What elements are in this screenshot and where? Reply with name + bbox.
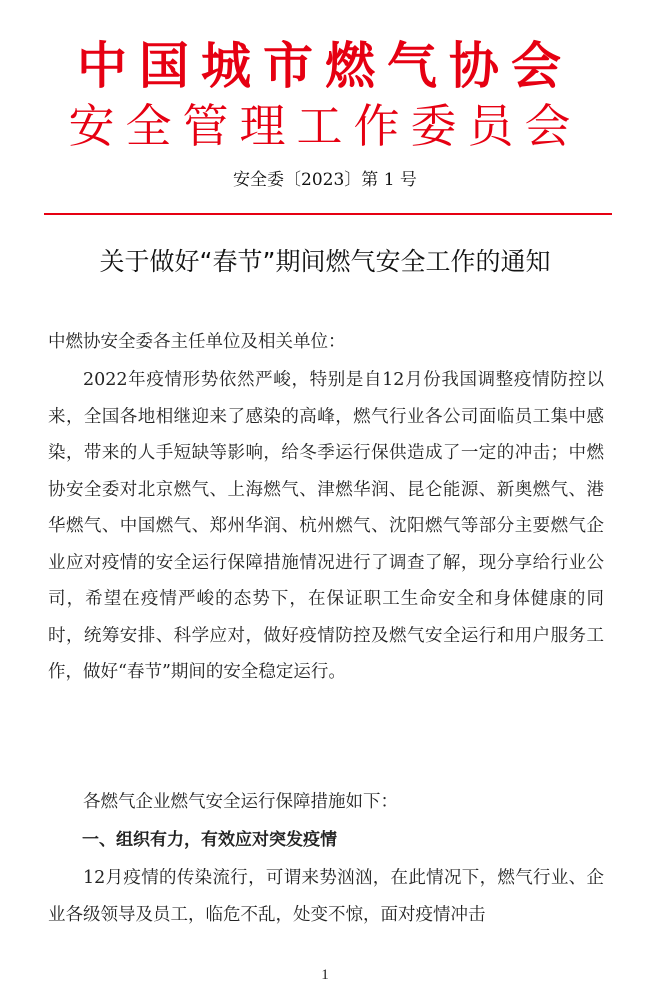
document-number: 安全委〔2023〕第 1 号 xyxy=(233,170,417,190)
red-divider-line xyxy=(44,213,612,215)
notice-title: 关于做好“春节”期间燃气安全工作的通知 xyxy=(99,247,551,276)
body-paragraph-3: 12月疫情的传染流行，可谓来势汹汹，在此情况下，燃气行业、企业各级领导及员工，临危不乱，处变不惊，面对疫情冲击 xyxy=(48,868,604,925)
org-name-line2: 安全管理工作委员会 xyxy=(68,99,582,153)
body-paragraph-1: 2022年疫情形势依然严峻，特别是自12月份我国调整疫情防控以来，全国各地相继迎来了感染的高峰，燃气行业各公司面临员工集中感染，带来的人手短缺等影响，给冬季运行保供造成了一定的冲击；中燃协安全委对北京燃气、上海燃气、津燃华润、昆仑能源、新奥燃气、港华燃气、中国燃气、郑州华润、杭州燃气、沈阳燃气等部分主要燃气企业应对疫情的安全运行保障措施情况进行了调查了解，现分享给行业公司，希望在疫情严峻的态势下，在保证职工生命安全和身体健康的同时，统筹安排、科学应对，做好疫情防控及燃气安全运行和用户服务工作，做好“春节”期间的安全稳定运行。 xyxy=(48,370,604,682)
org-name-line1: 中国城市燃气协会 xyxy=(77,37,573,95)
page-number: 1 xyxy=(321,967,329,983)
salutation: 中燃协安全委各主任单位及相关单位： xyxy=(48,332,346,352)
body-paragraph-2: 各燃气企业燃气安全运行保障措施如下： xyxy=(83,792,398,812)
section-heading-1: 一、组织有力，有效应对突发疫情 xyxy=(82,830,337,850)
